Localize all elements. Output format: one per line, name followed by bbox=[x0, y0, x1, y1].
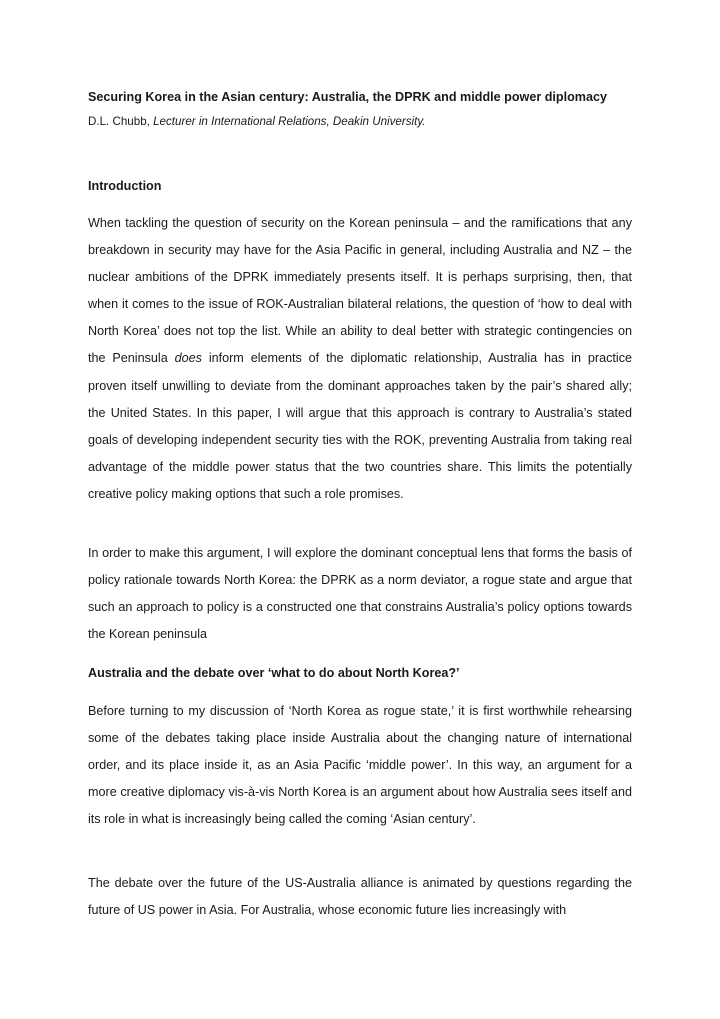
section-heading-debate: Australia and the debate over ‘what to do about North Korea?’ bbox=[88, 666, 460, 680]
paragraph-text: When tackling the question of security on the Korean peninsula – and the ramifications that any breakdown in security may have for the Asia Pacific in general, including Australia and NZ – the nuclear ambitions of the DPRK immediately presents itself. It is perhaps surprising, then, that when it comes to the issue of ROK-Australian bilateral relations, the question of ‘how to deal with North Korea’ does not top the list. While an ability to deal better with strategic contingencies on the Peninsula bbox=[88, 216, 632, 366]
paragraph-introduction-2: In order to make this argument, I will explore the dominant conceptual lens that forms the basis of policy rationale towards North Korea: the DPRK as a norm deviator, a rogue state and argue that such an approach to policy is a constructed one that constrains Australia’s policy options towards the Korean peninsula bbox=[88, 546, 632, 642]
author-line bbox=[88, 114, 425, 130]
paragraph-debate-2: The debate over the future of the US-Australia alliance is animated by questions regarding the future of US power in Asia. For Australia, whose economic future lies increasingly with bbox=[88, 876, 632, 918]
author-name: D.L. Chubb, bbox=[88, 115, 150, 128]
paragraph-text: inform elements of the diplomatic relationship, Australia has in practice proven itself unwilling to deviate from the dominant approaches taken by the pair’s shared ally; the United States. In this paper, I will argue that this approach is contrary to Australia’s stated goals of developing independent security ties with the ROK, preventing Australia from taking real advantage of the middle power status that the two countries share. This limits the potentially creative policy making options that such a role promises. bbox=[88, 351, 633, 501]
paper-title: Securing Korea in the Asian century: Australia, the DPRK and middle power diplomacy bbox=[88, 90, 608, 104]
emphasis-text: does bbox=[174, 351, 202, 366]
author-affiliation: Lecturer in International Relations, Deakin University. bbox=[153, 115, 426, 128]
section-heading-introduction: Introduction bbox=[88, 179, 162, 193]
paragraph-introduction-1 bbox=[88, 210, 632, 508]
paragraph-debate-1: Before turning to my discussion of ‘North Korea as rogue state,’ it is first worthwhile rehearsing some of the debates taking place inside Australia about the changing nature of international order, and its place inside it, as an Asia Pacific ‘middle power’. In this way, an argument for a more creative diplomacy vis-à-vis North Korea is an argument about how Australia sees itself and its role in what is increasingly being called the coming ‘Asian century’. bbox=[88, 704, 632, 827]
